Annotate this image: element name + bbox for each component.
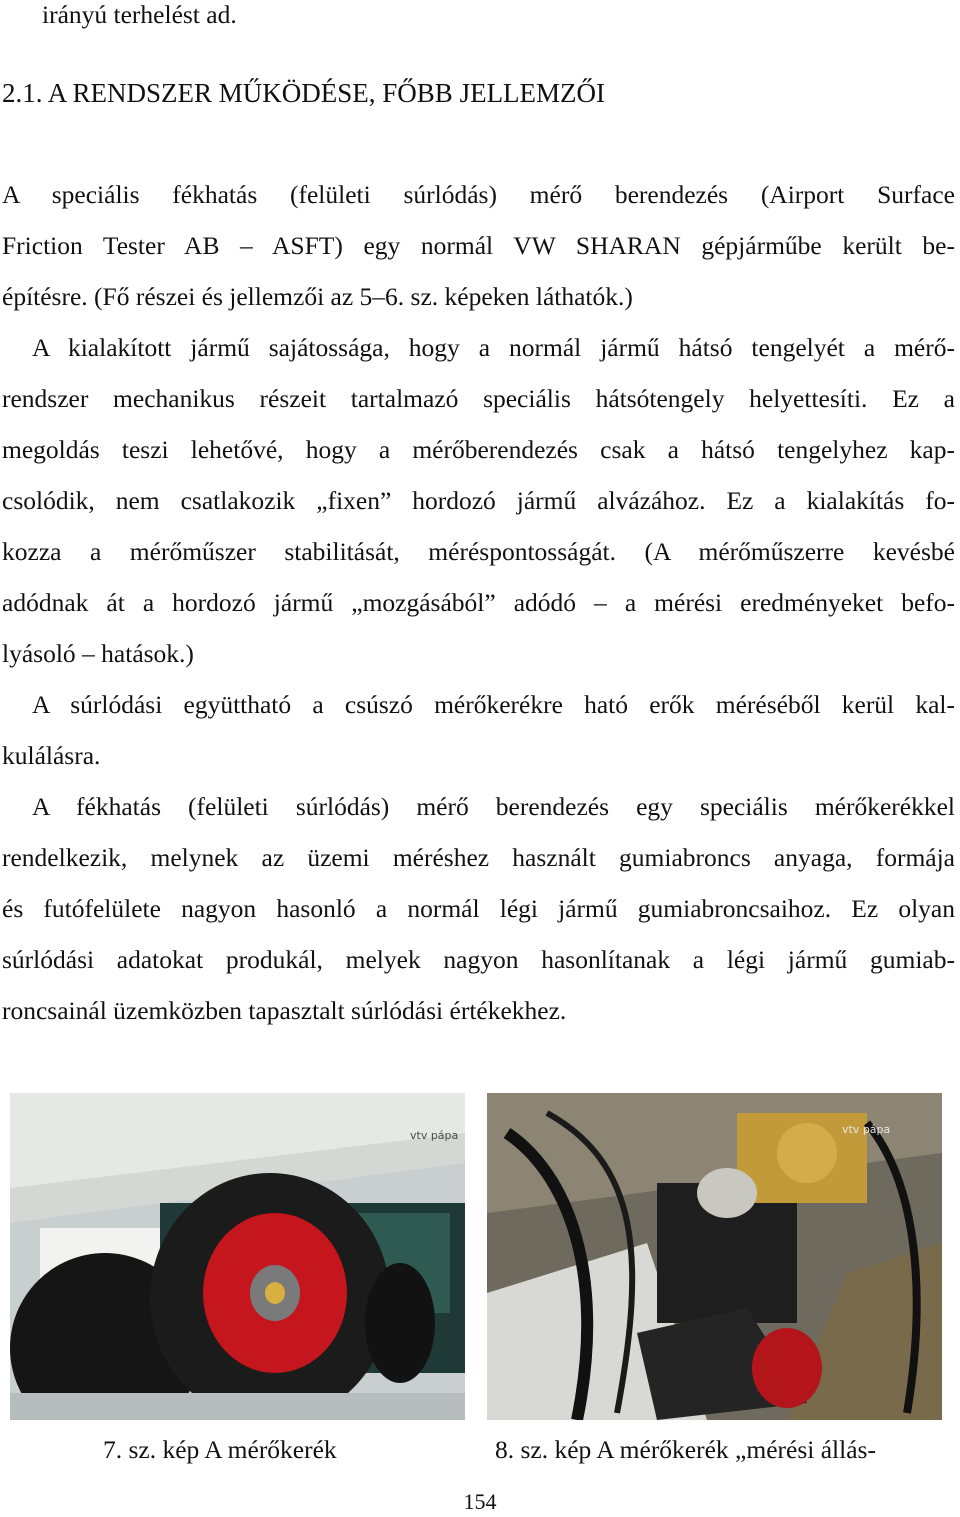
- photo-measuring-wheel: [10, 1093, 465, 1420]
- text-line: rendelkezik, melynek az üzemi méréshez használt gumiabroncs anyaga, formája: [2, 843, 955, 872]
- watermark: vtv pápa: [842, 1123, 891, 1136]
- text-line: rendszer mechanikus részeit tartalmazó speciális hátsótengely helyettesíti. Ez a: [2, 384, 955, 413]
- text-line: A súrlódási együttható a csúszó mérőkerékre ható erők méréséből kerül kal-: [32, 690, 955, 719]
- watermark: vtv pápa: [410, 1129, 459, 1142]
- text-line: lyásoló – hatások.): [2, 639, 194, 668]
- text-line: roncsainál üzemközben tapasztalt súrlódási értékekhez.: [2, 996, 567, 1025]
- text-line: kozza a mérőműszer stabilitását, méréspontosságát. (A mérőműszerre kevésbé: [2, 537, 955, 566]
- text-line: csolódik, nem csatlakozik „fixen” hordozó jármű alvázához. Ez a kialakítás fo-: [2, 486, 955, 515]
- text-line: súrlódási adatokat produkál, melyek nagyon hasonlítanak a légi jármű gumiab-: [2, 945, 955, 974]
- text-line: és futófelülete nagyon hasonló a normál légi jármű gumiabroncsaihoz. Ez olyan: [2, 894, 955, 923]
- text-line: kulálásra.: [2, 741, 101, 770]
- caption-photo-7: 7. sz. kép A mérőkerék: [103, 1435, 337, 1464]
- photo-measuring-position: [487, 1093, 942, 1420]
- caption-photo-8: 8. sz. kép A mérőkerék „mérési állás-: [495, 1435, 876, 1464]
- top-line: irányú terhelést ad.: [42, 0, 237, 29]
- text-line: építésre. (Fő részei és jellemzői az 5–6. sz. képeken láthatók.): [2, 282, 633, 311]
- text-line: Friction Tester AB – ASFT) egy normál VW SHARAN gépjárműbe került be-: [2, 231, 955, 260]
- text-line: megoldás teszi lehetővé, hogy a mérőberendezés csak a hátsó tengelyhez kap-: [2, 435, 955, 464]
- measuring-position-illustration: [487, 1093, 942, 1420]
- text-line: A speciális fékhatás (felületi súrlódás) mérő berendezés (Airport Surface: [2, 180, 955, 209]
- text-line: A fékhatás (felületi súrlódás) mérő berendezés egy speciális mérőkerékkel: [32, 792, 955, 821]
- measuring-wheel-illustration: [10, 1093, 465, 1420]
- text-line: adódnak át a hordozó jármű „mozgásából” adódó – a mérési eredményeket befo-: [2, 588, 955, 617]
- page-number: 154: [463, 1489, 497, 1514]
- section-heading: 2.1. A RENDSZER MŰKÖDÉSE, FŐBB JELLEMZŐI: [2, 78, 606, 108]
- text-line: A kialakított jármű sajátossága, hogy a normál jármű hátsó tengelyét a mérő-: [32, 333, 955, 362]
